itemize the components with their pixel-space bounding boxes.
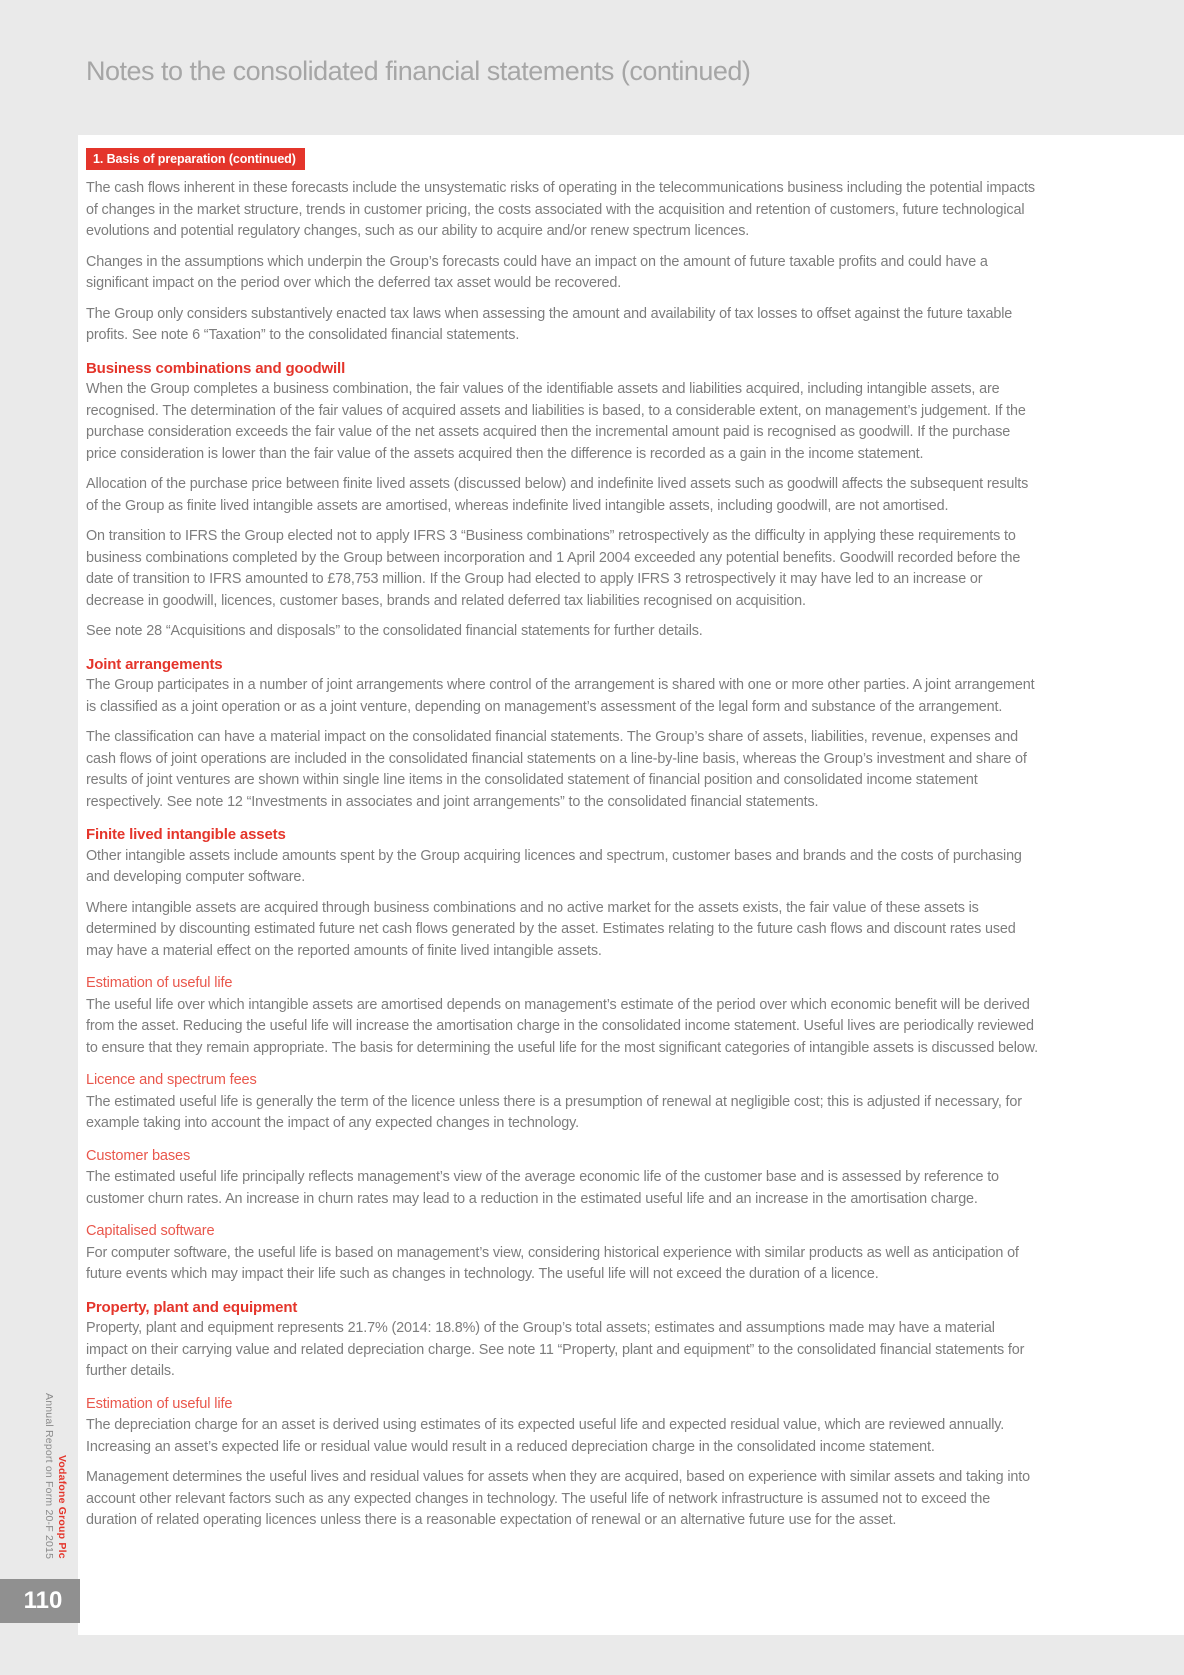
- paragraph: The depreciation charge for an asset is derived using estimates of its expected useful life and expected residual value, which are reviewed annually. Increasing an asset’s expected life or residual value would result in a reduced depreciation charge in the consolidated income statement.: [86, 1417, 1005, 1455]
- paragraph: The Group participates in a number of joint arrangements where control of the arrangement is shared with one or more other parties. A joint arrangement is classified as a joint operation or as a joint venture, depending on management’s assessment of the legal form and substance of the arrangement.: [86, 677, 1035, 715]
- paragraph: When the Group completes a business combination, the fair values of the identifiable assets and liabilities acquired, including intangible assets, are recognised. The determination of the fair values of acquired assets and liabilities is based, to a considerable extent, on management’s judgement. If the purchase consideration exceeds the fair value of the net assets acquired then the incremental amount paid is recognised as goodwill. If the purchase price consideration is lower than the fair value of the assets acquired then the difference is recorded as a gain in the income statement.: [86, 381, 1026, 462]
- paragraph: Where intangible assets are acquired through business combinations and no active market for the assets exists, the fair value of these assets is determined by discounting estimated future net cash flows generated by the asset. Estimates relating to the future cash flows and discount rates used may have a material effect on the reported amounts of finite lived intangible assets.: [86, 899, 1016, 959]
- sub-heading: Estimation of useful life: [86, 975, 233, 991]
- paragraph: Property, plant and equipment represents 21.7% (2014: 18.8%) of the Group’s total assets; estimates and assumptions made may have a material impact on their carrying value and related depreciation charge. See note 11 “Property, plant and equipment” to the consolidated financial statements for further details.: [86, 1320, 1025, 1379]
- page-title: Notes to the consolidated financial statements (continued): [86, 56, 751, 86]
- paragraph: The useful life over which intangible assets are amortised depends on management’s estimate of the period over which economic benefit will be derived from the asset. Reducing the useful life will increase the amortisation charge in the consolidated income statement. Useful lives are periodically reviewed to ensure that they remain appropriate. The basis for determining the useful life for the most significant categories of intangible assets is discussed below.: [86, 996, 1038, 1056]
- section-heading: Joint arrangements: [86, 655, 223, 673]
- subsection-estimation-of-useful-life: [86, 973, 1038, 1059]
- spine-brand-label: Vodafone Group Plc: [56, 1455, 68, 1559]
- section-business-combinations: [86, 358, 1038, 643]
- sub-heading: Capitalised software: [86, 1223, 215, 1239]
- subsection-licence-and-spectrum-fees: [86, 1070, 1038, 1135]
- sub-heading: Licence and spectrum fees: [86, 1072, 257, 1088]
- section-property-plant-and-equipment: [86, 1297, 1038, 1383]
- note-section-badge: 1. Basis of preparation (continued): [86, 148, 305, 170]
- section-heading: Business combinations and goodwill: [86, 359, 346, 377]
- paragraph: See note 28 “Acquisitions and disposals” to the consolidated financial statements for further details.: [86, 623, 703, 639]
- paragraph: The Group only considers substantively enacted tax laws when assessing the amount and availability of tax losses to offset against the future taxable profits. See note 6 “Taxation” to the consolidated financial statements.: [86, 305, 1013, 343]
- section-finite-lived-intangible-assets: [86, 824, 1038, 962]
- subsection-customer-bases: [86, 1146, 1038, 1211]
- sub-heading: Estimation of useful life: [86, 1395, 233, 1412]
- subsection-estimation-of-useful-life-ppe: [86, 1394, 1038, 1532]
- paragraph: The cash flows inherent in these forecasts include the unsystematic risks of operating in the telecommunications business including the potential impacts of changes in the market structure, trends in customer pricing, the costs associated with the acquisition and retention of customers, future technological evolutions and potential regulatory changes, such as our ability to acquire and/or renew spectrum licences.: [86, 180, 1035, 239]
- spine-text: [40, 1382, 68, 1559]
- page-number-badge: 110: [0, 1579, 80, 1623]
- section-joint-arrangements: [86, 654, 1038, 814]
- content-column: [78, 135, 1168, 1532]
- subsection-capitalised-software: [86, 1221, 1038, 1286]
- paragraph: The estimated useful life is generally the term of the licence unless there is a presumption of renewal at negligible cost; this is adjusted if necessary, for example taking into account the impact of any expected changes in technology.: [86, 1093, 1022, 1131]
- paragraph: Allocation of the purchase price between finite lived assets (discussed below) and indefinite lived assets such as goodwill affects the subsequent results of the Group as finite lived intangible assets are amortised, whereas indefinite lived intangible assets, including goodwill, are not amortised.: [86, 476, 1029, 514]
- paragraph: The estimated useful life principally reflects management’s view of the average economic life of the customer base and is assessed by reference to customer churn rates. An increase in churn rates may lead to a reduction in the estimated useful life and an increase in the amortisation charge.: [86, 1169, 999, 1207]
- paragraph: Management determines the useful lives and residual values for assets when they are acquired, based on experience with similar assets and taking into account other relevant factors such as any expected changes in technology. The useful life of network infrastructure is assumed not to exceed the duration of related operating licences unless there is a reasonable expectation of renewal or an alternative future use for the asset.: [86, 1469, 1030, 1528]
- sub-heading: Customer bases: [86, 1147, 191, 1164]
- section-heading: Finite lived intangible assets: [86, 826, 286, 843]
- content-panel: [78, 135, 1184, 1635]
- paragraph: Other intangible assets include amounts spent by the Group acquiring licences and spectrum, customer bases and brands and the costs of purchasing and developing computer software.: [86, 847, 1022, 885]
- section-heading: Property, plant and equipment: [86, 1298, 298, 1316]
- paragraph: On transition to IFRS the Group elected not to apply IFRS 3 “Business combinations” retrospectively as the difficulty in applying these requirements to business combinations completed by the Group between incorporation and 1 April 2004 exceeded any potential benefits. Goodwill recorded before the date of transition to IFRS amounted to £78,753 million. If the Group had elected to apply IFRS 3 retrospectively it may have led to an increase or decrease in goodwill, licences, customer bases, brands and related deferred tax liabilities recognised on acquisition.: [86, 528, 1021, 609]
- paragraph: Changes in the assumptions which underpin the Group’s forecasts could have an impact on the amount of future taxable profits and could have a significant impact on the period over which the deferred tax asset would be recovered.: [86, 253, 988, 291]
- spine-report-label: Annual Report on Form 20-F 2015: [43, 1392, 55, 1559]
- paragraph: For computer software, the useful life is based on management’s view, considering historical experience with similar products as well as anticipation of future events which may impact their life such as changes in technology. The useful life will not exceed the duration of a licence.: [86, 1244, 1019, 1282]
- paragraph: The classification can have a material impact on the consolidated financial statements. The Group’s share of assets, liabilities, revenue, expenses and cash flows of joint operations are included in the consolidated financial statements on a line-by-line basis, whereas the Group’s investment and share of results of joint ventures are shown within single line items in the consolidated statement of financial position and consolidated income statement respectively. See note 12 “Investments in associates and joint arrangements” to the consolidated financial statements.: [86, 729, 1027, 810]
